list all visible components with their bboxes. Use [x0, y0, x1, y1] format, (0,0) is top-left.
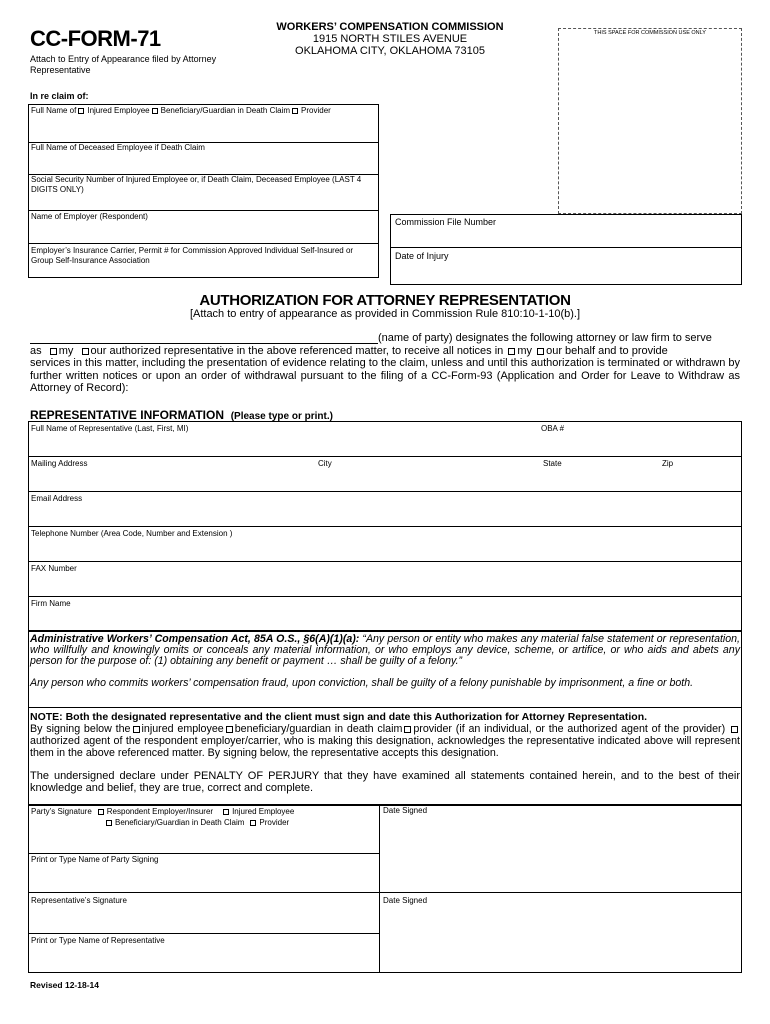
form-subtitle: Attach to Entry of Appearance filed by Attorney Representative: [30, 54, 217, 75]
respondent-checkbox[interactable]: [98, 809, 104, 815]
representative-print-name-field[interactable]: Print or Type Name of Representative: [31, 936, 165, 945]
injured-employee-checkbox[interactable]: [78, 108, 84, 114]
sig-injured-checkbox[interactable]: [223, 809, 229, 815]
authorization-line-1: (name of party) designates the following attorney or law firm to serve: [378, 332, 712, 344]
agency-address-city: OKLAHOMA CITY, OKLAHOMA 73105: [295, 45, 485, 57]
as-our-checkbox[interactable]: [82, 348, 89, 355]
note-provider-checkbox[interactable]: [404, 726, 411, 733]
date-of-injury-field[interactable]: Date of Injury: [395, 251, 449, 261]
claimant-name-field[interactable]: Full Name of Injured Employee Beneficiary/Guardian in Death Claim Provider: [31, 106, 331, 115]
mailing-address-field[interactable]: Mailing Address: [31, 459, 88, 468]
sig-provider-checkbox[interactable]: [250, 820, 256, 826]
authorization-line-2: as my our authorized representative in the above referenced matter, to receive all notices in my our behalf and to provide: [30, 345, 668, 357]
representative-full-name-field[interactable]: Full Name of Representative (Last, First, MI): [31, 424, 189, 433]
fax-field[interactable]: FAX Number: [31, 564, 77, 573]
beneficiary-checkbox[interactable]: [152, 108, 158, 114]
firm-name-field[interactable]: Firm Name: [31, 599, 71, 608]
oba-number-field[interactable]: OBA #: [541, 424, 565, 433]
agency-address-street: 1915 NORTH STILES AVENUE: [312, 33, 468, 45]
note-title: NOTE: Both the designated representative and the client must sign and date this Authorization for Attorney Representation.: [30, 711, 648, 723]
authorization-body: services in this matter, including the presentation of evidence relating to the claim, unless and until this authorization is terminated or withdrawn by further written notices or upon an order of withdrawal pursuant to the filing of a CC-Form-93 (Application and Order for Leave to Withdraw as Attorney of Record):: [30, 357, 740, 394]
note-beneficiary-checkbox[interactable]: [226, 726, 233, 733]
note-agent-checkbox[interactable]: [731, 726, 738, 733]
ssn-field[interactable]: Social Security Number of Injured Employee or, if Death Claim, Deceased Employee (LAST 4 DIGITS ONLY): [31, 175, 362, 194]
signature-box: [28, 805, 742, 973]
fraud-penalty: Any person who commits workers’ compensation fraud, upon conviction, shall be guilty of a felony punishable by imprisonment, a fine or both.: [30, 677, 694, 689]
telephone-field[interactable]: Telephone Number (Area Code, Number and Extension ): [31, 529, 233, 538]
representative-date-signed-field[interactable]: Date Signed: [383, 896, 428, 905]
city-field[interactable]: City: [318, 459, 332, 468]
fraud-statute: Administrative Workers’ Compensation Act, 85A O.S., §6(A)(1)(a): “Any person or entity who makes any material false statement or representation, who willfully and knowingly omits or conceals any material information, or who employs any device, scheme, or artifice, or who aids and abets any person for the purpose of: (1) obtaining any benefit or payment … shall be guilty of a felony.”: [30, 633, 740, 667]
notices-my-checkbox[interactable]: [508, 348, 515, 355]
sig-beneficiary-checkbox[interactable]: [106, 820, 112, 826]
employer-field[interactable]: Name of Employer (Respondent): [31, 212, 148, 221]
agency-name: WORKERS’ COMPENSATION COMMISSION: [276, 21, 504, 33]
claim-heading: In re claim of:: [30, 91, 89, 101]
party-signature-field[interactable]: Party’s Signature Respondent Employer/Insurer Injured Employee: [31, 807, 295, 816]
authorization-title: AUTHORIZATION FOR ATTORNEY REPRESENTATION: [199, 292, 571, 309]
commission-use-box: [558, 28, 742, 214]
rule-note: [Attach to entry of appearance as provided in Commission Rule 810:10-1-10(b).]: [189, 308, 581, 320]
insurance-carrier-field[interactable]: Employer’s Insurance Carrier, Permit # for Commission Approved Individual Self-Insured or Group Self-Insurance Association: [31, 246, 354, 265]
party-signature-options: Beneficiary/Guardian in Death Claim Provider: [104, 818, 289, 828]
representative-heading: REPRESENTATIVE INFORMATION (Please type or print.): [30, 408, 333, 422]
perjury-statement: The undersigned declare under PENALTY OF PERJURY that they have examined all statements contained herein, and to the best of their knowledge and belief, they are true, correct and complete.: [30, 770, 740, 794]
deceased-employee-field[interactable]: Full Name of Deceased Employee if Death Claim: [31, 143, 205, 152]
party-name-line[interactable]: [30, 343, 378, 344]
notices-our-checkbox[interactable]: [537, 348, 544, 355]
commission-use-label: THIS SPACE FOR COMMISSION USE ONLY: [594, 30, 706, 36]
party-print-name-field[interactable]: Print or Type Name of Party Signing: [31, 855, 159, 864]
revision-date: Revised 12-18-14: [30, 980, 99, 990]
representative-signature-field[interactable]: Representative’s Signature: [31, 896, 127, 905]
note-body: By signing below the injured employee beneficiary/guardian in death claim provider (if an individual, or the authorized agent of the provider) authorized agent of the respondent employer/carrier, who is making this designation, acknowledges the representative indicated above will represent them in the above referenced matter. By signing below, the representative accepts this designation.: [30, 723, 740, 759]
state-field[interactable]: State: [543, 459, 562, 468]
party-date-signed-field[interactable]: Date Signed: [383, 806, 428, 815]
note-injured-checkbox[interactable]: [133, 726, 140, 733]
provider-checkbox[interactable]: [292, 108, 298, 114]
as-my-checkbox[interactable]: [50, 348, 57, 355]
commission-file-number-field[interactable]: Commission File Number: [395, 217, 497, 227]
form-id: CC-FORM-71: [30, 26, 161, 51]
zip-field[interactable]: Zip: [662, 459, 674, 468]
email-field[interactable]: Email Address: [31, 494, 83, 503]
